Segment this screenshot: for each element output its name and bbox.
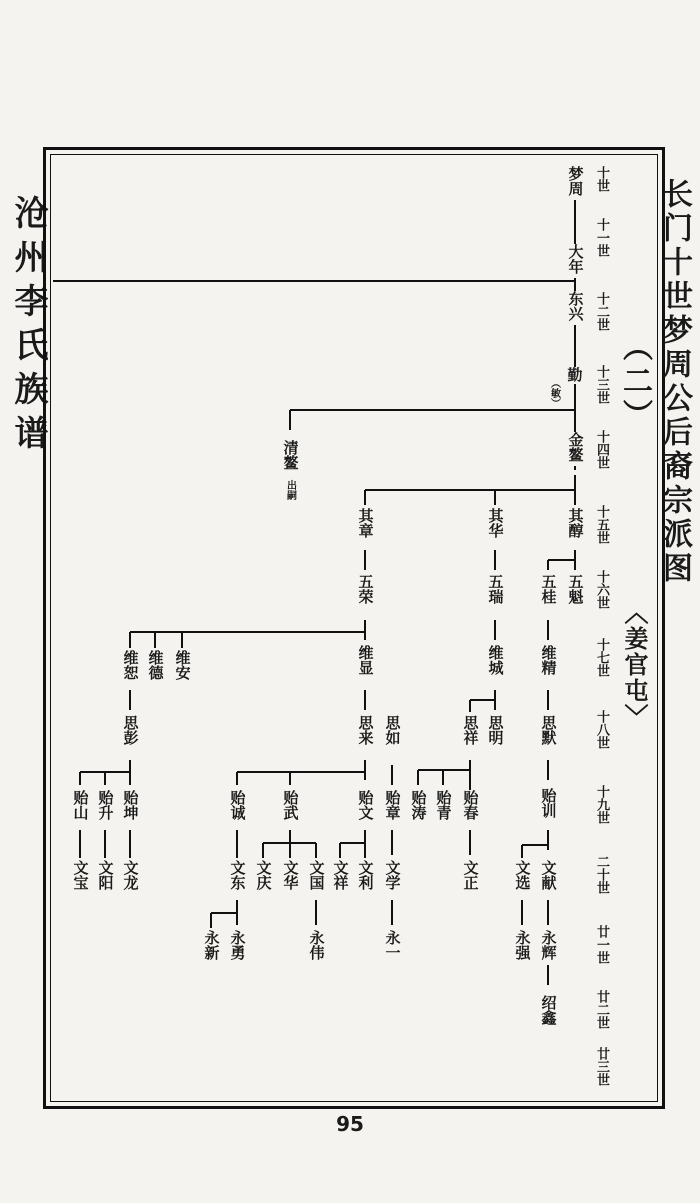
node-wugui: 五桂: [537, 574, 559, 608]
node-weide: 维德: [144, 650, 166, 684]
node-simo: 思默: [537, 715, 559, 749]
gen-label: 廿二世: [594, 990, 609, 1029]
node-jinzhen: 金鳌: [564, 432, 586, 466]
node-yonghui: 永辉: [537, 930, 559, 964]
node-yichun: 贻春: [459, 790, 481, 824]
node-wurong: 五荣: [354, 574, 376, 608]
node-shaoxin: 绍鑫: [537, 995, 559, 1029]
node-wenyang: 文阳: [94, 860, 116, 894]
gen-label: 二十世: [594, 855, 609, 894]
gen-label: 十八世: [594, 710, 609, 749]
node-qin: 勤: [564, 367, 586, 384]
node-wenbao: 文宝: [69, 860, 91, 894]
gen-label: 十九世: [594, 785, 609, 824]
gen-label: 十三世: [594, 365, 609, 404]
node-wenqing: 文庆: [252, 860, 274, 894]
node-wenxian: 文献: [537, 860, 559, 894]
node-weixian: 维显: [354, 645, 376, 679]
node-wendong: 文东: [226, 860, 248, 894]
node-sixiang: 思祥: [459, 715, 481, 749]
gen-label: 十世: [594, 166, 609, 192]
node-wenxuan: 文选: [511, 860, 533, 894]
node-siming: 思明: [484, 715, 506, 749]
node-wurui: 五瑞: [484, 574, 506, 608]
note-qin: （敏）: [548, 378, 560, 408]
node-wenxue: 文学: [381, 860, 403, 894]
node-yiqing: 贻青: [432, 790, 454, 824]
node-danian: 大年: [564, 244, 586, 278]
book-title-text: 沧州李氏族谱: [8, 195, 48, 459]
gen-label: 廿三世: [594, 1047, 609, 1086]
node-siru: 思如: [381, 715, 403, 749]
node-yixun: 贻训: [537, 788, 559, 822]
node-qingzhen: 清鳌: [279, 440, 301, 474]
node-wenlong: 文龙: [119, 860, 141, 894]
node-wukui: 五魁: [564, 574, 586, 608]
node-yiwen: 贻文: [354, 790, 376, 824]
node-wenli: 文利: [354, 860, 376, 894]
node-weijing: 维精: [537, 645, 559, 679]
page-number: 95: [336, 1112, 364, 1136]
node-yongyi: 永一: [381, 930, 403, 964]
node-sibin: 思彭: [119, 715, 141, 749]
node-qihua: 其华: [484, 508, 506, 542]
gen-label: 十二世: [594, 292, 609, 331]
node-wenguo: 文国: [305, 860, 327, 894]
node-mengzhou: 梦周: [564, 166, 586, 200]
node-yisheng: 贻升: [94, 790, 116, 824]
note-qingzhen: 出嗣: [284, 480, 296, 500]
node-qichun: 其醇: [564, 508, 586, 542]
node-yitao: 贻涛: [407, 790, 429, 824]
node-yicheng: 贻诚: [226, 790, 248, 824]
gen-label: 十七世: [594, 638, 609, 677]
node-silai: 思来: [354, 715, 376, 749]
chart-subtitle-text: 〈姜官屯〉: [620, 600, 649, 730]
node-yiwu: 贻武: [279, 790, 301, 824]
node-yizhang: 贻章: [381, 790, 403, 824]
gen-label: 十一世: [594, 218, 609, 257]
node-yongwei: 永伟: [305, 930, 327, 964]
node-yongxin: 永新: [200, 930, 222, 964]
node-qizhang: 其章: [354, 508, 376, 542]
node-yongyong: 永勇: [226, 930, 248, 964]
node-wenhua: 文华: [279, 860, 301, 894]
node-wenxiang: 文祥: [329, 860, 351, 894]
gen-label: 廿一世: [594, 925, 609, 964]
node-weian: 维安: [171, 650, 193, 684]
node-yishan: 贻山: [69, 790, 91, 824]
node-yikun: 贻坤: [119, 790, 141, 824]
gen-label: 十六世: [594, 570, 609, 609]
node-weicheng: 维城: [484, 645, 506, 679]
node-wenzheng: 文正: [459, 860, 481, 894]
gen-label: 十五世: [594, 505, 609, 544]
node-yongqiang: 永强: [511, 930, 533, 964]
chart-title-text: 长门十世梦周公后裔宗派图（二）: [617, 178, 692, 586]
gen-label: 十四世: [594, 430, 609, 469]
node-dongxing: 东兴: [564, 291, 586, 325]
node-weishu: 维恕: [119, 650, 141, 684]
